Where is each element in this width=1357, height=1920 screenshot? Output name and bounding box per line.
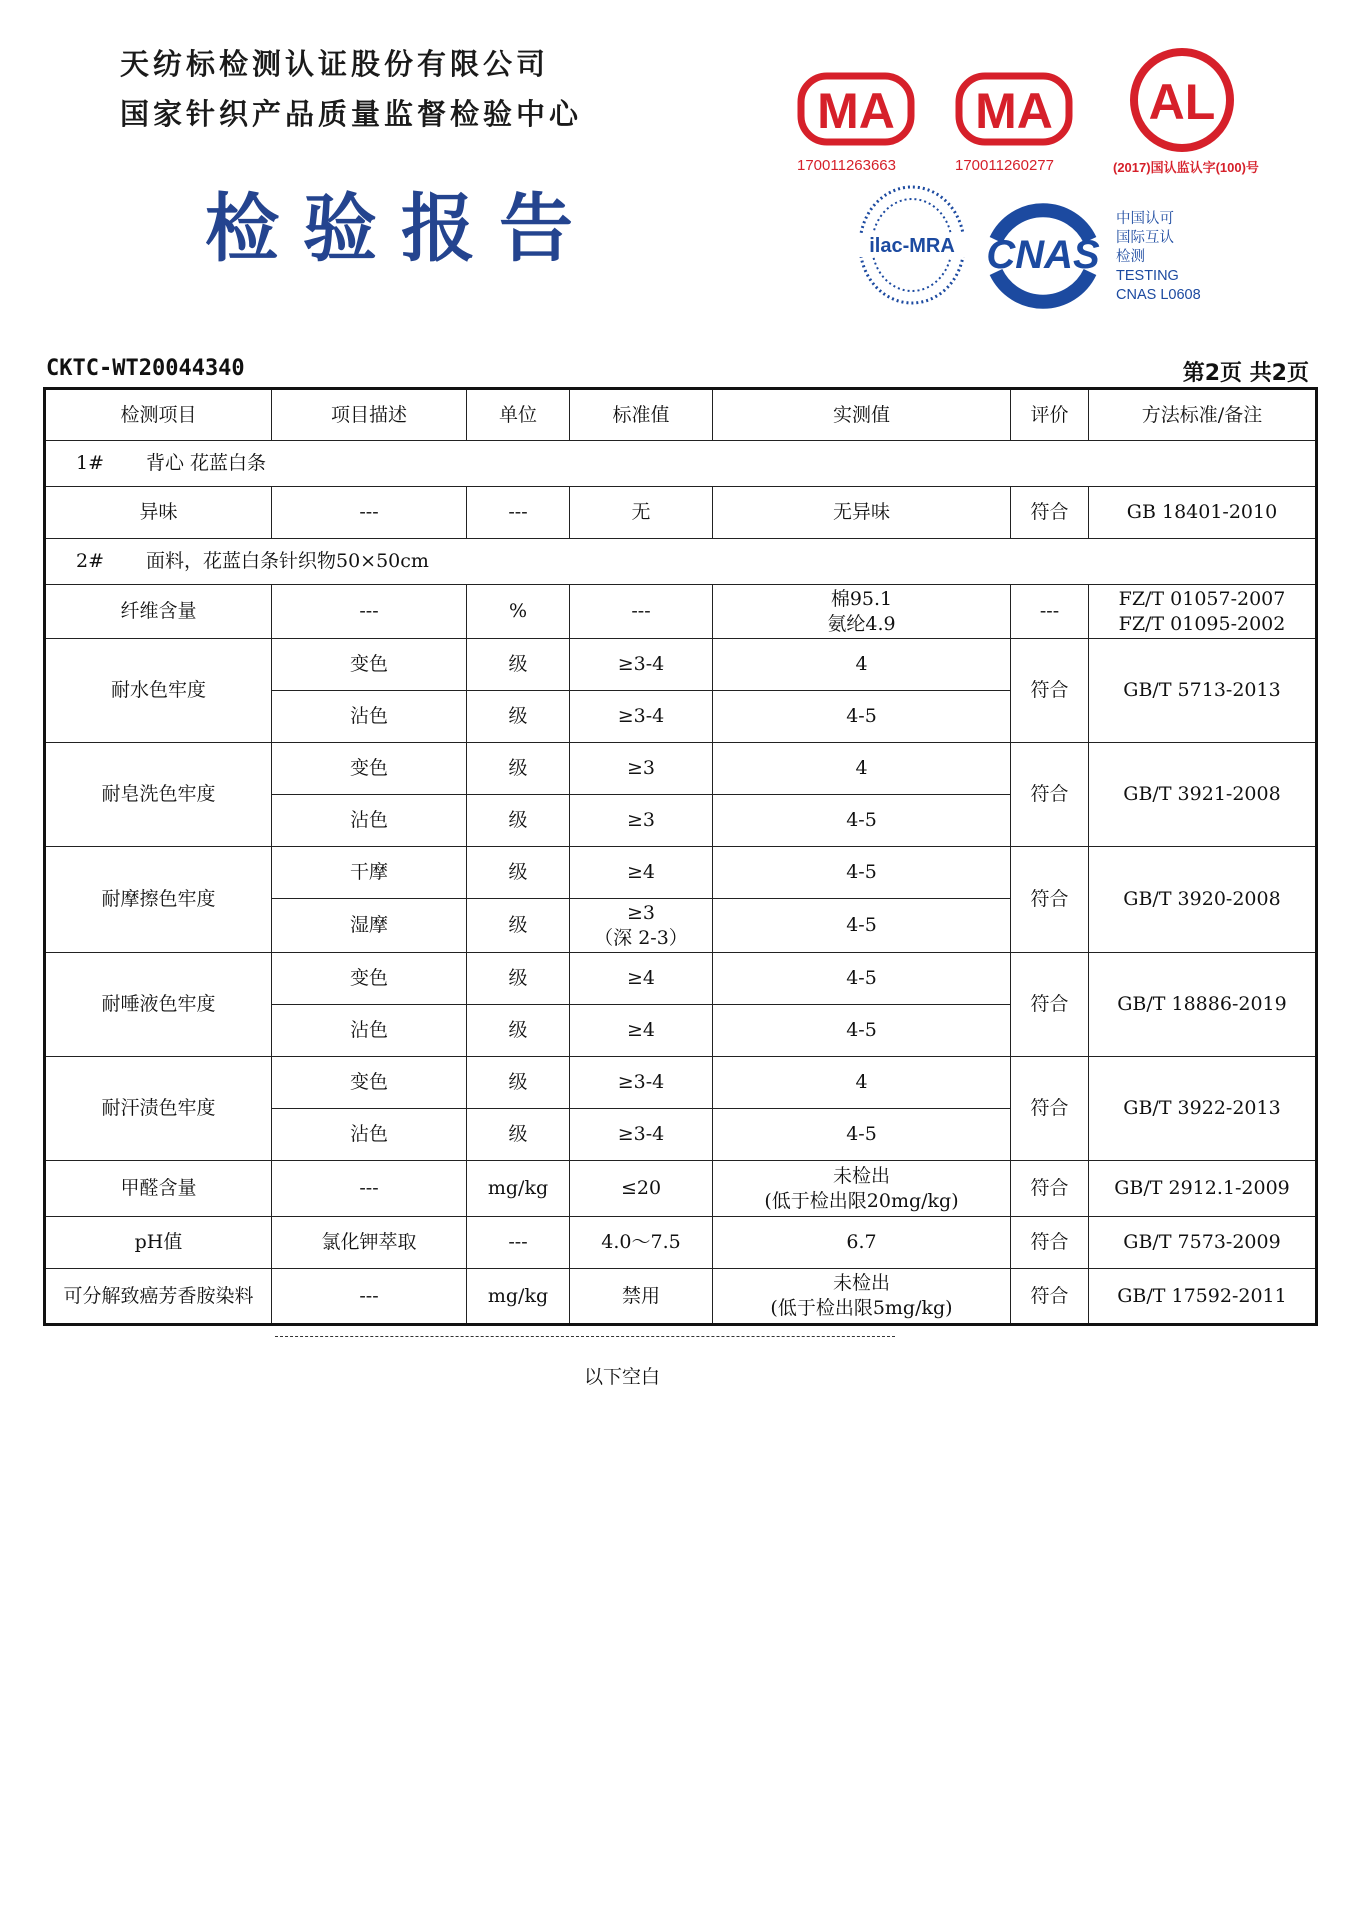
test-item: 纤维含量 (45, 585, 272, 639)
unit: mg/kg (467, 1161, 570, 1217)
page-indicator: 第2页 共2页 (1182, 361, 1309, 386)
measured-line: (低于检出限20mg/kg) (764, 1189, 959, 1212)
table-row-odor (45, 487, 1317, 539)
measured-line: (低于检出限5mg/kg) (770, 1297, 953, 1319)
item-desc: 沾色 (272, 1109, 467, 1161)
evaluation: 符合 (1011, 487, 1089, 539)
standard-value: ≤20 (570, 1161, 713, 1217)
test-item: 耐唾液色牢度 (45, 953, 272, 1057)
unit: 级 (467, 847, 570, 899)
test-item: 可分解致癌芳香胺染料 (45, 1269, 272, 1325)
column-header: 项目描述 (272, 389, 467, 441)
item-desc: 沾色 (272, 795, 467, 847)
standard-value: ≥3-4 (570, 1109, 713, 1161)
ma-number-1: 170011263663 (797, 157, 896, 174)
method-standard: GB/T 3920-2008 (1089, 847, 1317, 953)
method-standard: GB/T 17592-2011 (1089, 1269, 1317, 1325)
item-desc: 氯化钾萃取 (272, 1217, 467, 1269)
section-number: 2# (76, 550, 105, 572)
evaluation: --- (1011, 585, 1089, 639)
evaluation: 符合 (1011, 1161, 1089, 1217)
cnas-logo-text: CNAS (986, 233, 1100, 277)
section-number: 1# (76, 452, 105, 474)
method-standard: GB/T 18886-2019 (1089, 953, 1317, 1057)
measured-line: 未检出 (832, 1272, 890, 1294)
measured-value: 4-5 (713, 1109, 1011, 1161)
measured-value: 无异味 (713, 487, 1011, 539)
item-desc: 变色 (272, 743, 467, 795)
section-desc: 背心 花蓝白条 (146, 452, 267, 474)
method-standard: GB/T 3922-2013 (1089, 1057, 1317, 1161)
measured-value: 4-5 (713, 1005, 1011, 1057)
standard-value: --- (570, 585, 713, 639)
item-desc: 变色 (272, 639, 467, 691)
standard-value (570, 899, 713, 953)
table-row-saliva-1 (45, 953, 1317, 1005)
unit: 级 (467, 1005, 570, 1057)
standard-value: 4.0～7.5 (570, 1217, 713, 1269)
unit: % (467, 585, 570, 639)
cal-logo-text: AL (1148, 74, 1216, 130)
unit: 级 (467, 1057, 570, 1109)
method-standard: GB/T 2912.1-2009 (1089, 1161, 1317, 1217)
measured-value: 4-5 (713, 795, 1011, 847)
report-number: CKTC-WT20044340 (46, 356, 245, 381)
measured-line: 棉95.1 (830, 587, 893, 610)
item-desc: --- (272, 1161, 467, 1217)
section-label (45, 441, 1317, 487)
measured-value: 4-5 (713, 953, 1011, 1005)
standard-line: （深 2-3） (594, 926, 688, 949)
measured-line: 氨纶4.9 (827, 612, 896, 635)
test-item: 异味 (45, 487, 272, 539)
section-row (45, 539, 1317, 585)
standard-value: ≥3 (570, 795, 713, 847)
measured-value (713, 585, 1011, 639)
column-header: 单位 (467, 389, 570, 441)
unit: 级 (467, 899, 570, 953)
end-divider (275, 1336, 895, 1337)
measured-line: 未检出 (832, 1164, 890, 1187)
standard-value: ≥3-4 (570, 691, 713, 743)
unit: 级 (467, 1109, 570, 1161)
ilac-logo-text: ilac-MRA (869, 235, 955, 257)
standard-value: ≥3-4 (570, 639, 713, 691)
unit: --- (467, 487, 570, 539)
test-item: 耐汗渍色牢度 (45, 1057, 272, 1161)
cnas-line: 中国认可 (1116, 211, 1174, 227)
measured-value: 4 (713, 639, 1011, 691)
unit: 级 (467, 639, 570, 691)
section-row (45, 441, 1317, 487)
measured-value (713, 1161, 1011, 1217)
standard-line: ≥3 (626, 901, 655, 924)
column-header: 实测值 (713, 389, 1011, 441)
measured-value: 4 (713, 1057, 1011, 1109)
standard-value: ≥4 (570, 953, 713, 1005)
table-row-fiber (45, 585, 1317, 639)
results-table (43, 387, 1318, 1326)
method-standard: GB/T 3921-2008 (1089, 743, 1317, 847)
standard-value: ≥3-4 (570, 1057, 713, 1109)
table-row-amine (45, 1269, 1317, 1325)
evaluation: 符合 (1011, 1217, 1089, 1269)
cnas-line: 检测 (1116, 249, 1145, 265)
table-row-water-1 (45, 639, 1317, 691)
item-desc: 湿摩 (272, 899, 467, 953)
method-standard (1089, 585, 1317, 639)
item-desc: 干摩 (272, 847, 467, 899)
unit: 级 (467, 953, 570, 1005)
item-desc: --- (272, 585, 467, 639)
method-standard: GB/T 7573-2009 (1089, 1217, 1317, 1269)
cal-caption: (2017)国认监认字(100)号 (1113, 160, 1259, 175)
unit: 级 (467, 743, 570, 795)
header-row (45, 389, 1317, 441)
cnas-line: 国际互认 (1116, 230, 1174, 246)
table-row-ph (45, 1217, 1317, 1269)
method-line: FZ/T 01095-2002 (1118, 612, 1286, 635)
evaluation: 符合 (1011, 1269, 1089, 1325)
evaluation: 符合 (1011, 1057, 1089, 1161)
cnas-line: CNAS L0608 (1116, 287, 1201, 303)
item-desc: 沾色 (272, 1005, 467, 1057)
measured-value: 4-5 (713, 847, 1011, 899)
unit: --- (467, 1217, 570, 1269)
section-label (45, 539, 1317, 585)
measured-value: 4-5 (713, 899, 1011, 953)
section-desc: 面料，花蓝白条针织物50×50cm (146, 550, 429, 572)
test-item: 耐水色牢度 (45, 639, 272, 743)
item-desc: --- (272, 1269, 467, 1325)
column-header: 方法标准/备注 (1089, 389, 1317, 441)
test-item: 甲醛含量 (45, 1161, 272, 1217)
column-header: 标准值 (570, 389, 713, 441)
ma-number-2: 170011260277 (955, 157, 1054, 174)
method-standard: GB/T 5713-2013 (1089, 639, 1317, 743)
column-header: 检测项目 (45, 389, 272, 441)
cnas-logo (978, 200, 1108, 310)
item-desc: --- (272, 487, 467, 539)
item-desc: 变色 (272, 1057, 467, 1109)
measured-value (713, 1269, 1011, 1325)
blank-below-note: 以下空白 (584, 1366, 661, 1388)
method-standard: GB 18401-2010 (1089, 487, 1317, 539)
evaluation: 符合 (1011, 953, 1089, 1057)
item-desc: 沾色 (272, 691, 467, 743)
table-row-sweat-1 (45, 1057, 1317, 1109)
org-name: 天纺标检测认证股份有限公司 (120, 47, 550, 81)
standard-value: ≥3 (570, 743, 713, 795)
column-header: 评价 (1011, 389, 1089, 441)
table-row-soap-1 (45, 743, 1317, 795)
measured-value: 4-5 (713, 691, 1011, 743)
test-item: pH值 (45, 1217, 272, 1269)
item-desc: 变色 (272, 953, 467, 1005)
table-row-formaldehyde (45, 1161, 1317, 1217)
test-item: 耐摩擦色牢度 (45, 847, 272, 953)
report-title: 检验报告 (205, 186, 597, 272)
evaluation: 符合 (1011, 847, 1089, 953)
ilac-mra-logo (856, 183, 968, 307)
cnas-info (1116, 210, 1201, 305)
ma-logo-1-text: MA (817, 83, 895, 139)
ma-logo-2-text: MA (975, 83, 1053, 139)
center-name: 国家针织产品质量监督检验中心 (120, 97, 583, 131)
ma-logo-1 (797, 70, 915, 148)
unit: 级 (467, 691, 570, 743)
unit: 级 (467, 795, 570, 847)
measured-value: 4 (713, 743, 1011, 795)
cal-logo (1126, 46, 1238, 154)
method-line: FZ/T 01057-2007 (1118, 587, 1286, 610)
evaluation: 符合 (1011, 743, 1089, 847)
standard-value: 禁用 (570, 1269, 713, 1325)
cnas-line: TESTING (1116, 268, 1179, 284)
table-row-rub-1 (45, 847, 1317, 899)
measured-value: 6.7 (713, 1217, 1011, 1269)
test-item: 耐皂洗色牢度 (45, 743, 272, 847)
standard-value: ≥4 (570, 1005, 713, 1057)
standard-value: ≥4 (570, 847, 713, 899)
ma-logo-2 (955, 70, 1073, 148)
evaluation: 符合 (1011, 639, 1089, 743)
unit: mg/kg (467, 1269, 570, 1325)
standard-value: 无 (570, 487, 713, 539)
